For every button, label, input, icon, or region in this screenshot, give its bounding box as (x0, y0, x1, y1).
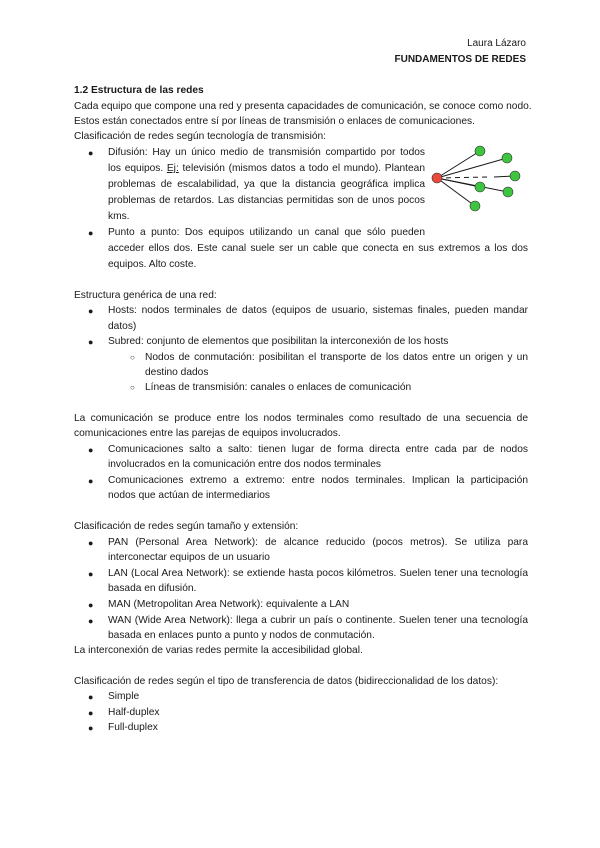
salto-line-1: Comunicaciones salto a salto: tienen lugar de forma directa entre cada par de nodos (108, 444, 528, 455)
bullet: ● (88, 708, 94, 718)
node-leaf (475, 146, 485, 156)
broadcast-diagram (428, 140, 524, 216)
extremo-line-1: Comunicaciones extremo a extremo: entre nodos terminales. Implican la participación (108, 475, 528, 486)
node-leaf (503, 187, 513, 197)
node-leaf (475, 182, 485, 192)
link-line (437, 178, 508, 192)
comunicacion-line-1: La comunicación se produce entre los nodos terminales como resultado de una secuencia de (74, 413, 528, 424)
intro-line-1: Cada equipo que compone una red y presenta capacidades de comunicación, se conoce como nodo. (74, 101, 532, 112)
section-title: 1.2 Estructura de las redes (74, 85, 204, 96)
header-subject: FUNDAMENTOS DE REDES (394, 54, 526, 65)
bullet: ● (88, 538, 94, 548)
salto-line-2: involucrados en la comunicación entre dos nodos terminales (108, 459, 381, 470)
node-leaf (510, 171, 520, 181)
pan-line-1: PAN (Personal Area Network): de alcance reducido (pocos metros). Se utiliza para (108, 537, 528, 548)
man-line: MAN (Metropolitan Area Network): equivalente a LAN (108, 599, 350, 610)
tamano-heading: Clasificación de redes según tamaño y extensión: (74, 521, 299, 532)
bullet: ● (88, 476, 94, 486)
bullet: ● (88, 600, 94, 610)
difusion-line-3: problemas de escalabilidad, ya que la distancia geográfica implica (108, 179, 425, 190)
difusion-text: televisión (mismos datos a todo el mundo). Plantean (178, 163, 426, 174)
bullet: ● (88, 148, 94, 158)
subred-line: Subred: conjunto de elementos que posibilitan la interconexión de los hosts (108, 336, 449, 347)
pan-line-2: interconectar equipos de un usuario (108, 552, 270, 563)
sub-bullet: ○ (130, 383, 135, 392)
lan-line-1: LAN (Local Area Network): se extiende hasta pocos kilómetros. Suelen tener una tecnología (108, 568, 528, 579)
global-line: La interconexión de varias redes permite la accesibilidad global. (74, 645, 363, 656)
bullet: ● (88, 337, 94, 347)
sub-bullet: ○ (130, 353, 135, 362)
link-line-dashed (437, 177, 488, 178)
transfer-item-half-duplex: Half-duplex (108, 707, 160, 718)
bullet: ● (88, 569, 94, 579)
class-tech-heading: Clasificación de redes según tecnología de transmisión: (74, 131, 327, 142)
bullet: ● (88, 616, 94, 626)
difusion-line-4: problemas de retardos. Las distancias permitidas son de unos pocos (108, 195, 425, 206)
difusion-line-5: kms. (108, 211, 130, 222)
hosts-line-1: Hosts: nodos terminales de datos (equipos de usuario, sistemas finales, pueden mandar (108, 305, 528, 316)
bullet: ● (88, 723, 94, 733)
bullet: ● (88, 445, 94, 455)
bullet: ● (88, 692, 94, 702)
comunicacion-line-2: comunicaciones entre las parejas de equipos involucrados. (74, 428, 341, 439)
header-author: Laura Lázaro (467, 38, 526, 49)
link-line (437, 158, 507, 178)
node-center (432, 173, 442, 183)
hosts-line-2: datos) (108, 321, 137, 332)
difusion-line-2 (108, 163, 425, 175)
extremo-line-2: nodos que actúan de intermediarios (108, 490, 270, 501)
difusion-example-label: Ej: (166, 163, 179, 174)
wan-line-1: WAN (Wide Area Network): llega a cubrir un país o continente. Suelen tener una tecnología (108, 615, 528, 626)
transfer-item-simple: Simple (108, 691, 140, 702)
transferencia-heading: Clasificación de redes según el tipo de transferencia de datos (bidireccionalidad de los datos): (74, 676, 499, 687)
difusion-line-1: Difusión: Hay un único medio de transmisión compartido por todos (108, 147, 425, 158)
intro-line-2: Estos están conectados entre sí por líneas de transmisión o enlaces de comunicaciones. (74, 116, 475, 127)
bullet: ● (88, 306, 94, 316)
link-line (437, 151, 480, 178)
nodos-line-2: destino dados (145, 367, 209, 378)
difusion-text: los equipos. (108, 163, 167, 174)
punto-line-1: Punto a punto: Dos equipos utilizando un canal que sólo pueden (108, 227, 425, 238)
lan-line-2: basada en difusión. (108, 583, 197, 594)
estructura-heading: Estructura genérica de una red: (74, 290, 217, 301)
nodos-line-1: Nodos de conmutación: posibilitan el transporte de los datos entre un origen y un (145, 352, 528, 363)
node-leaf (502, 153, 512, 163)
punto-line-3: equipos. Alto coste. (108, 259, 197, 270)
transfer-item-full-duplex: Full-duplex (108, 722, 158, 733)
lineas-line: Líneas de transmisión: canales o enlaces de comunicación (145, 382, 412, 393)
punto-line-2: acceder ellos dos. Este canal suele ser un cable que conecta en sus extremos a los dos (108, 243, 528, 254)
wan-line-2: basada en enlaces punto a punto y nodos de conmutación. (108, 630, 375, 641)
node-leaf (470, 201, 480, 211)
bullet: ● (88, 228, 94, 238)
